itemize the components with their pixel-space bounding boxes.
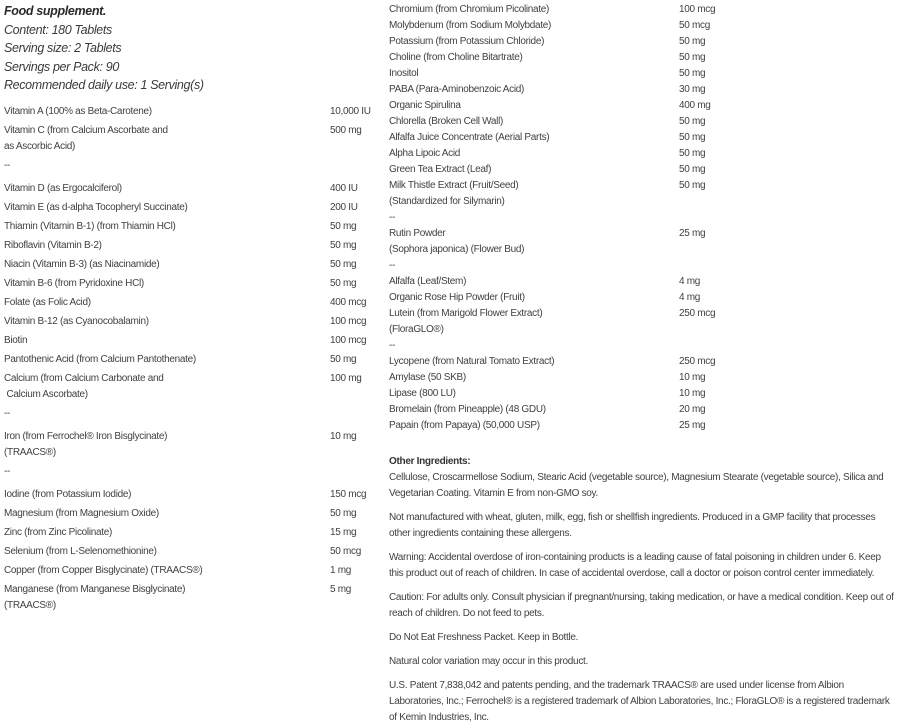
- ingredient-row: [389, 98, 897, 114]
- ingredient-row: [389, 162, 897, 178]
- ingredient-name-line: Papain (from Papaya) (50,000 USP): [389, 420, 540, 431]
- ingredient-amount: 4 mg: [679, 292, 701, 303]
- ingredient-amount: 50 mg: [679, 132, 706, 143]
- ingredient-amount: 50 mg: [330, 220, 357, 232]
- ingredient-name-line: Alfalfa Juice Concentrate (Aerial Parts): [389, 132, 550, 143]
- ingredient-amount: 50 mg: [330, 507, 357, 519]
- ingredient-row: [389, 274, 897, 290]
- ingredient-name-line: Folate (as Folic Acid): [4, 296, 91, 308]
- ingredient-name: [4, 525, 330, 541]
- ingredient-amount: 400 IU: [330, 182, 358, 194]
- ingredient-name: [389, 114, 679, 130]
- ingredient-name-line: Selenium (from L-Selenomethionine): [4, 545, 157, 557]
- separator-row: --: [389, 340, 396, 351]
- ingredient-row: [4, 257, 386, 273]
- ingredient-name: [4, 219, 330, 235]
- ingredient-amount: 400 mcg: [330, 296, 367, 308]
- ingredient-row: [389, 290, 897, 306]
- ingredient-name: [4, 563, 330, 579]
- ingredient-name-line: Vitamin A (100% as Beta-Carotene): [4, 105, 152, 117]
- ingredient-name-line: Organic Rose Hip Powder (Fruit): [389, 292, 525, 303]
- ingredient-name-line: Chlorella (Broken Cell Wall): [389, 116, 504, 127]
- ingredient-row: [4, 200, 386, 216]
- ingredient-name-line: Alpha Lipoic Acid: [389, 148, 461, 159]
- ingredient-name: [4, 200, 330, 216]
- ingredient-row: [4, 314, 386, 330]
- ingredient-name-line: Pantothenic Acid (from Calcium Pantothenate): [4, 353, 196, 365]
- ingredient-row: [4, 333, 386, 349]
- ingredient-name: [4, 104, 330, 120]
- notice-paragraph: U.S. Patent 7,838,042 and patents pending, and the trademark TRAACS® are used under license from Albion Laboratories, Inc.; Ferrochel® is a registered trademark of Albion Laboratories, Inc.; FloraGLO® is a registered trademark of Kemin Industries, Inc.: [389, 680, 890, 723]
- ingredient-amount: 50 mg: [679, 116, 706, 127]
- ingredient-row: [4, 582, 386, 614]
- ingredient-name: [389, 354, 679, 370]
- ingredient-name: [389, 386, 679, 402]
- other-ingredients-heading: Other Ingredients:: [389, 456, 471, 467]
- product-info-line: Serving size: 2 Tablets: [4, 41, 122, 55]
- ingredient-name: [4, 544, 330, 560]
- ingredient-amount: 10 mg: [679, 388, 706, 399]
- ingredient-name-line: Organic Spirulina: [389, 100, 461, 111]
- ingredient-amount: 100 mg: [330, 372, 362, 384]
- ingredient-row: [389, 146, 897, 162]
- ingredient-row: [389, 306, 897, 338]
- ingredient-row: [389, 386, 897, 402]
- ingredient-name: [4, 487, 330, 503]
- ingredient-name-line: Vitamin B-12 (as Cyanocobalamin): [4, 315, 149, 327]
- ingredient-amount: 50 mcg: [679, 20, 710, 31]
- ingredient-name: [389, 306, 679, 338]
- notice-paragraph: Do Not Eat Freshness Packet. Keep in Bottle.: [389, 632, 579, 643]
- ingredient-amount: 250 mcg: [679, 308, 716, 319]
- right-column: [389, 2, 897, 726]
- ingredient-amount: 30 mg: [679, 84, 706, 95]
- product-info-lines: [4, 21, 386, 95]
- ingredient-name: [389, 66, 679, 82]
- ingredient-name: [4, 181, 330, 197]
- ingredient-row: [389, 226, 897, 258]
- ingredient-name-line: Magnesium (from Magnesium Oxide): [4, 507, 159, 519]
- ingredient-row: [389, 18, 897, 34]
- ingredient-name: [4, 506, 330, 522]
- ingredient-name: [4, 257, 330, 273]
- ingredient-amount: 1 mg: [330, 564, 352, 576]
- ingredient-amount: 15 mg: [330, 526, 357, 538]
- ingredient-name-line: Thiamin (Vitamin B-1) (from Thiamin HCl): [4, 220, 176, 232]
- ingredient-name-line: Lutein (from Marigold Flower Extract): [389, 308, 543, 319]
- ingredient-amount: 100 mcg: [330, 315, 367, 327]
- ingredient-row: [4, 352, 386, 368]
- ingredient-amount: 50 mg: [679, 180, 706, 191]
- ingredient-row: [389, 354, 897, 370]
- ingredient-name: [389, 274, 679, 290]
- ingredient-row: [4, 429, 386, 461]
- ingredient-row: [389, 114, 897, 130]
- ingredient-name-line: (FloraGLO®): [389, 324, 444, 335]
- ingredient-name: [389, 18, 679, 34]
- ingredient-name-line: Riboflavin (Vitamin B-2): [4, 239, 102, 251]
- ingredient-name: [389, 98, 679, 114]
- ingredient-name: [4, 371, 330, 403]
- ingredient-name-line: Manganese (from Manganese Bisglycinate): [4, 583, 186, 595]
- ingredient-amount: 50 mg: [330, 277, 357, 289]
- ingredient-name: [389, 162, 679, 178]
- ingredient-amount: 50 mg: [679, 148, 706, 159]
- ingredient-row: [4, 525, 386, 541]
- ingredient-name-line: Vitamin D (as Ergocalciferol): [4, 182, 122, 194]
- ingredient-name: [4, 582, 330, 614]
- ingredient-name-line: Alfalfa (Leaf/Stem): [389, 276, 467, 287]
- ingredient-amount: 50 mg: [679, 164, 706, 175]
- ingredient-name-line: Bromelain (from Pineapple) (48 GDU): [389, 404, 546, 415]
- ingredient-name: [389, 130, 679, 146]
- ingredient-name: [4, 276, 330, 292]
- ingredient-amount: 50 mg: [330, 239, 357, 251]
- ingredient-amount: 50 mg: [330, 258, 357, 270]
- ingredient-name-line: Molybdenum (from Sodium Molybdate): [389, 20, 552, 31]
- ingredient-name-line: Milk Thistle Extract (Fruit/Seed): [389, 180, 519, 191]
- separator-row: --: [4, 407, 11, 419]
- ingredient-name: [4, 295, 330, 311]
- ingredient-name-line: Iron (from Ferrochel® Iron Bisglycinate): [4, 430, 168, 442]
- ingredient-amount: 50 mg: [679, 36, 706, 47]
- ingredient-row: [389, 66, 897, 82]
- ingredient-row: [389, 418, 897, 434]
- ingredient-name-line: Biotin: [4, 334, 28, 346]
- ingredient-row: [4, 219, 386, 235]
- ingredient-name-line: Niacin (Vitamin B-3) (as Niacinamide): [4, 258, 160, 270]
- ingredient-row: [4, 506, 386, 522]
- ingredient-amount: 400 mg: [679, 100, 711, 111]
- notices: [389, 510, 897, 726]
- ingredient-name-line: Choline (from Choline Bitartrate): [389, 52, 523, 63]
- ingredient-amount: 25 mg: [679, 228, 706, 239]
- ingredient-row: [389, 370, 897, 386]
- ingredient-name: [4, 123, 330, 155]
- ingredient-amount: 500 mg: [330, 124, 362, 136]
- ingredient-name-line: Calcium (from Calcium Carbonate and: [4, 372, 164, 384]
- ingredient-row: [4, 276, 386, 292]
- ingredient-name: [389, 178, 679, 210]
- ingredient-name: [389, 418, 679, 434]
- ingredient-name: [389, 82, 679, 98]
- ingredient-name-line: Lycopene (from Natural Tomato Extract): [389, 356, 555, 367]
- ingredient-name: [389, 226, 679, 258]
- ingredient-amount: 25 mg: [679, 420, 706, 431]
- ingredient-row: [4, 371, 386, 403]
- ingredient-amount: 150 mcg: [330, 488, 367, 500]
- product-info-line: Recommended daily use: 1 Serving(s): [4, 78, 204, 92]
- product-info-line: Content: 180 Tablets: [4, 22, 112, 37]
- ingredient-name-line: as Ascorbic Acid): [4, 140, 76, 152]
- ingredient-amount: 5 mg: [330, 583, 352, 595]
- ingredient-name-line: PABA (Para-Aminobenzoic Acid): [389, 84, 525, 95]
- ingredient-row: [389, 50, 897, 66]
- ingredient-name-line: Chromium (from Chromium Picolinate): [389, 4, 550, 15]
- notice-paragraph: Natural color variation may occur in this product.: [389, 656, 588, 667]
- product-info-line: Servings per Pack: 90: [4, 59, 119, 74]
- ingredient-amount: 10 mg: [679, 372, 706, 383]
- ingredient-name-line: Copper (from Copper Bisglycinate) (TRAACS®): [4, 564, 203, 576]
- ingredient-name-line: Zinc (from Zinc Picolinate): [4, 526, 113, 538]
- ingredient-list-left: [4, 104, 386, 614]
- ingredient-amount: 200 IU: [330, 201, 358, 213]
- separator-row: --: [389, 212, 396, 223]
- ingredient-name: [4, 238, 330, 254]
- ingredient-row: [4, 295, 386, 311]
- notice-paragraph: Not manufactured with wheat, gluten, milk, egg, fish or shellfish ingredients. Produced in a GMP facility that processes other ingredients containing these allergens.: [389, 512, 876, 539]
- ingredient-name: [389, 290, 679, 306]
- ingredient-name: [4, 352, 330, 368]
- ingredient-amount: 100 mcg: [330, 334, 367, 346]
- ingredient-name-line: (Standardized for Silymarin): [389, 196, 505, 207]
- ingredient-row: [389, 130, 897, 146]
- ingredient-name: [389, 146, 679, 162]
- ingredient-amount: 100 mcg: [679, 4, 716, 15]
- ingredient-name: [389, 2, 679, 18]
- ingredient-amount: 50 mg: [330, 353, 357, 365]
- ingredient-row: [4, 123, 386, 155]
- ingredient-row: [389, 178, 897, 210]
- ingredient-name: [4, 429, 330, 461]
- ingredient-name: [4, 314, 330, 330]
- ingredient-name-line: Vitamin E (as d-alpha Tocopheryl Succinate): [4, 201, 188, 213]
- product-info: [4, 2, 386, 95]
- ingredient-row: [4, 181, 386, 197]
- ingredient-row: [4, 238, 386, 254]
- ingredient-amount: 50 mcg: [330, 545, 361, 557]
- product-title: Food supplement.: [4, 4, 107, 18]
- other-ingredients-text: Cellulose, Croscarmellose Sodium, Stearic Acid (vegetable source), Magnesium Stearate (vegetable source), Silica and Vegetarian Coating. Vitamin E from non-GMO soy.: [389, 472, 884, 499]
- ingredient-name-line: Iodine (from Potassium Iodide): [4, 488, 132, 500]
- ingredient-row: [389, 34, 897, 50]
- ingredient-row: [4, 563, 386, 579]
- ingredient-name-line: (Sophora japonica) (Flower Bud): [389, 244, 525, 255]
- separator-row: --: [4, 159, 11, 171]
- ingredient-name: [389, 370, 679, 386]
- ingredient-name-line: Amylase (50 SKB): [389, 372, 466, 383]
- ingredient-name-line: (TRAACS®): [4, 446, 56, 458]
- ingredient-name-line: Potassium (from Potassium Chloride): [389, 36, 545, 47]
- ingredient-name: [4, 333, 330, 349]
- ingredient-list-right: [389, 2, 897, 434]
- ingredient-row: [4, 104, 386, 120]
- ingredient-name-line: Inositol: [389, 68, 419, 79]
- ingredient-name: [389, 34, 679, 50]
- ingredient-amount: 4 mg: [679, 276, 701, 287]
- ingredient-amount: 20 mg: [679, 404, 706, 415]
- ingredient-name-line: Calcium Ascorbate): [4, 388, 88, 400]
- notice-paragraph: Warning: Accidental overdose of iron-containing products is a leading cause of fatal poisoning in children under 6. Keep this product out of reach of children. In case of accidental overdose, call a doctor or poison control center immediately.: [389, 552, 881, 579]
- ingredient-name: [389, 402, 679, 418]
- notice-paragraph: Caution: For adults only. Consult physician if pregnant/nursing, taking medication, or have a medical condition. Keep out of reach of children. Do not feed to pets.: [389, 592, 894, 619]
- ingredient-amount: 50 mg: [679, 68, 706, 79]
- ingredient-name-line: Green Tea Extract (Leaf): [389, 164, 492, 175]
- ingredient-row: [4, 487, 386, 503]
- ingredient-row: [389, 402, 897, 418]
- ingredient-amount: 10,000 IU: [330, 105, 371, 117]
- ingredient-amount: 250 mcg: [679, 356, 716, 367]
- ingredient-name-line: (TRAACS®): [4, 599, 56, 611]
- ingredient-amount: 50 mg: [679, 52, 706, 63]
- left-column: [4, 2, 386, 617]
- other-ingredients-section: [389, 454, 897, 502]
- ingredient-name: [389, 50, 679, 66]
- ingredient-name-line: Vitamin B-6 (from Pyridoxine HCl): [4, 277, 144, 289]
- ingredient-name-line: Vitamin C (from Calcium Ascorbate and: [4, 124, 168, 136]
- ingredient-name-line: Rutin Powder: [389, 228, 446, 239]
- separator-row: --: [389, 260, 396, 271]
- ingredient-amount: 10 mg: [330, 430, 357, 442]
- ingredient-name-line: Lipase (800 LU): [389, 388, 456, 399]
- separator-row: --: [4, 465, 11, 477]
- ingredient-row: [389, 82, 897, 98]
- ingredient-row: [389, 2, 897, 18]
- ingredient-row: [4, 544, 386, 560]
